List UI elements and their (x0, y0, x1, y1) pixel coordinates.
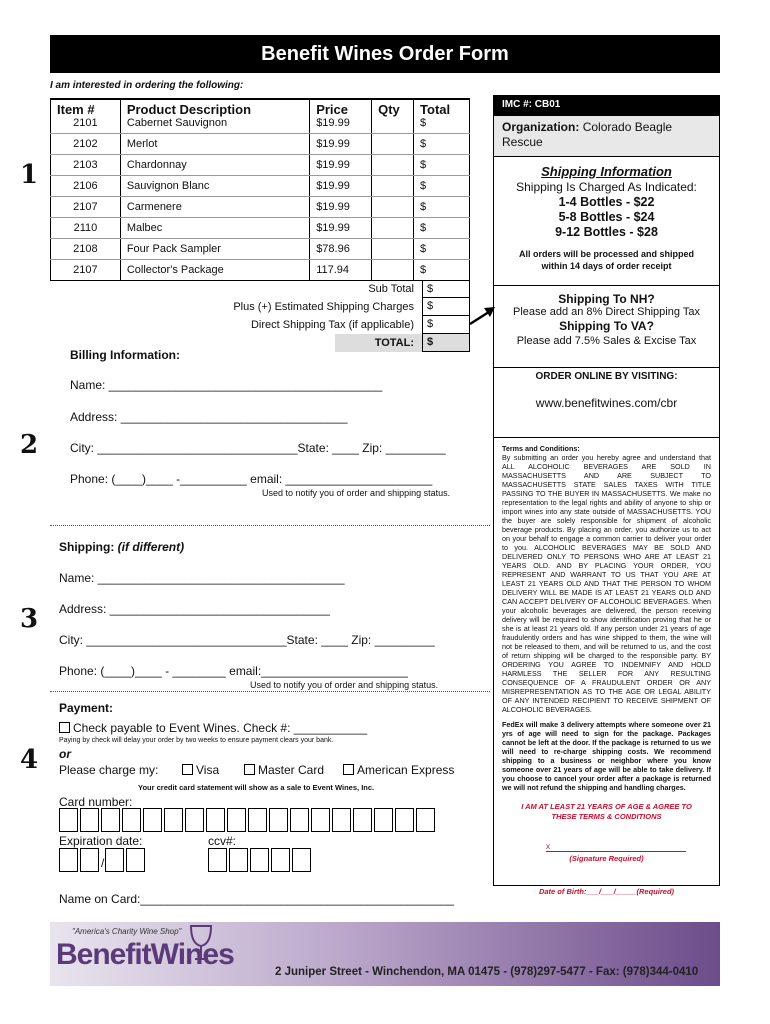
shipping-name-field[interactable]: Name: _____________________________________ (59, 571, 345, 585)
or-separator: or (59, 747, 71, 761)
nh-title: Shipping To NH? (558, 292, 655, 306)
totals-block (150, 280, 470, 352)
section-number-3: 3 (20, 604, 39, 634)
subtotal-label: Sub Total (368, 283, 414, 295)
section-number-4: 4 (20, 745, 39, 775)
header-qty: Qty (372, 99, 414, 117)
table-row (51, 196, 470, 217)
order-online-url[interactable]: www.benefitwines.com/cbr (535, 396, 678, 410)
item-number: 2101 (51, 117, 121, 133)
shipping-address-field[interactable]: Address: _________________________________ (59, 602, 330, 616)
header-item: Item # (51, 99, 121, 117)
check-option[interactable] (59, 721, 367, 735)
expiration-boxes[interactable] (59, 848, 147, 872)
terms-title: Terms and Conditions: (502, 444, 580, 453)
shipping-info-subtitle: Shipping Is Charged As Indicated: (516, 180, 697, 194)
qty-input[interactable] (372, 117, 414, 133)
imc-box (493, 95, 720, 157)
date-of-birth[interactable]: Date of Birth:___/___/_____(Required) (538, 887, 675, 896)
table-row (51, 175, 470, 196)
organization-value: Colorado Beagle Rescue (502, 120, 673, 149)
nh-text: Please add an 8% Direct Shipping Tax (513, 306, 700, 318)
product-description: Sauvignon Blanc (120, 175, 309, 196)
amex-option[interactable] (343, 763, 454, 777)
shipping-title-label: Shipping: (59, 540, 115, 554)
mastercard-option[interactable] (244, 763, 324, 777)
fedex-note: FedEx will make 3 delivery attempts where someone over 21 yrs of age will need to sign for the package. Packages cannot be left at the door. If the package is returned to us we will need to re-charge shipping costs. We recommend shipping to a business or neighbor where you know someone over 21 years of age will be able to take delivery. If you choose to cancel your order after a package is returned we will not refund the shipping and handling charges. (502, 720, 711, 792)
charge-label: Please charge my: (59, 763, 159, 777)
card-number-boxes[interactable] (59, 808, 437, 832)
organization-label: Organization: (502, 120, 580, 134)
line-total[interactable]: $ (414, 217, 470, 238)
footer-banner (50, 922, 720, 986)
expiration-slash: / (101, 856, 105, 870)
divider (50, 525, 490, 526)
billing-name-field[interactable]: Name: _________________________________________ (70, 378, 383, 392)
product-table (50, 98, 470, 281)
table-row (51, 238, 470, 259)
product-price: $19.99 (310, 217, 372, 238)
shipping-title-note: (if different) (117, 540, 185, 554)
product-description: Cabernet Sauvignon (120, 117, 309, 133)
terms-text: By submitting an order you hereby agree and understand that ALL ALCOHOLIC BEVERAGES ARE SOLD IN MASSACHUSETTS AND ARE SUBJECT TO MASSACHUSETTS STATE SALES TAXES WITH TITLE PASSING TO THE BUYER IN MASSACHUSETTS. We make no representation to the legal rights and ability of anyone to ship or import wines into any state outside of MASSACHUSETTS. YOU the buyer are solely responsible for shipment of alcoholic beverage products. By placing an order, you authorize us to act on your behalf to engage a common carrier to deliver your order to you. ALCOHOLIC BEVERAGES MAY BE SOLD AND DELIVERED ONLY TO PERSONS WHO ARE AT LEAST 21 YEARS OLD. AND BY PLACING YOUR ORDER, YOU REPRESENT AND WARRANT TO US THAT YOU ARE AT LEAST 21 YEARS OLD AND THAT THE PERSON TO WHOM DELIVERY WILL BE MADE IS AT LEAST 21 YEARS OLD AND CAN ACCEPT DELIVERY OF ALCOHOLIC BEVERAGES. When your alcoholic beverages are delivered, the person receiving delivery will be required to show identification proving that he or she is at least 21 years old. If any person under 21 years of age fraudulently orders and has wine shipped to them, the wine will not be released to them, and will be returned to us, and the cost of return shipping will be charged to the responsible party. BY ORDERING YOU AGREE TO INDEMNIFY AND HOLD HARMLESS THE SELLER FOR ANY RESULTING CONSEQUENCE OF A FRAUDULENT ORDER OR ANY MISREPRESENTATION AS TO THE AGE OR LEGAL ABILITY OF ANY INTENDED RECIPIENT TO RECEIVE SHIPMENT OF ALCOHOLIC BEVERAGES. (502, 453, 711, 714)
benefitwines-logo: BenefitWines (56, 938, 234, 971)
visa-option[interactable] (182, 763, 219, 777)
header-description: Product Description (120, 99, 309, 117)
expiration-label: Expiration date: (59, 834, 143, 848)
total-field[interactable]: $ (422, 334, 470, 352)
table-row (51, 154, 470, 175)
billing-title: Billing Information: (70, 348, 180, 362)
signature-required: (Signature Required) (569, 854, 644, 863)
check-checkbox[interactable] (59, 722, 70, 733)
age-agreement: I AM AT LEAST 21 YEARS OF AGE & AGREE TO THESE TERMS & CONDITIONS (521, 802, 692, 821)
billing-email-note: Used to notify you of order and shipping status. (262, 488, 451, 498)
state-tax-box (493, 286, 720, 368)
line-total[interactable]: $ (414, 238, 470, 259)
qty-input[interactable] (372, 259, 414, 280)
shipping-info-box (493, 157, 720, 286)
imc-code: IMC #: CB01 (494, 96, 719, 116)
qty-input[interactable] (372, 154, 414, 175)
line-total[interactable]: $ (414, 196, 470, 217)
mastercard-checkbox[interactable] (244, 764, 255, 775)
order-online-title: ORDER ONLINE BY VISITING: (535, 371, 678, 382)
qty-input[interactable] (372, 238, 414, 259)
table-row (51, 133, 470, 154)
order-online-box (493, 368, 720, 438)
billing-city-state-zip-field[interactable]: City: ______________________________State: ____ Zip: _________ (70, 441, 446, 455)
shipping-tax-label: Direct Shipping Tax (if applicable) (250, 319, 414, 331)
shipping-tax-field[interactable]: $ (422, 316, 470, 334)
table-header-row (51, 99, 470, 117)
table-row (51, 117, 470, 133)
amex-checkbox[interactable] (343, 764, 354, 775)
product-description: Four Pack Sampler (120, 238, 309, 259)
mastercard-label: Master Card (258, 763, 325, 777)
qty-input[interactable] (372, 175, 414, 196)
terms-box (493, 438, 720, 896)
header-total: Total (414, 99, 470, 117)
rate-9-12: 9-12 Bottles - $28 (555, 225, 658, 239)
rate-5-8: 5-8 Bottles - $24 (558, 210, 655, 224)
item-number: 2102 (51, 133, 121, 154)
divider (50, 691, 490, 692)
shipping-charges-field[interactable]: $ (422, 298, 470, 316)
item-number: 2110 (51, 217, 121, 238)
section-number-1: 1 (20, 160, 39, 190)
item-number: 2107 (51, 196, 121, 217)
product-description: Carmenere (120, 196, 309, 217)
product-description: Chardonnay (120, 154, 309, 175)
product-description: Collector's Package (120, 259, 309, 280)
qty-input[interactable] (372, 217, 414, 238)
item-number: 2103 (51, 154, 121, 175)
product-description: Malbec (120, 217, 309, 238)
product-price: $19.99 (310, 196, 372, 217)
item-number: 2106 (51, 175, 121, 196)
table-row (51, 259, 470, 280)
product-price: $19.99 (310, 117, 372, 133)
table-row (51, 217, 470, 238)
qty-input[interactable] (372, 133, 414, 154)
shipping-title (59, 540, 184, 554)
line-total[interactable]: $ (414, 117, 470, 133)
footer-tagline: "America's Charity Wine Shop" (72, 927, 182, 936)
shipping-city-state-zip-field[interactable]: City: ______________________________State: ____ Zip: _________ (59, 633, 435, 647)
rate-1-4: 1-4 Bottles - $22 (558, 195, 655, 209)
name-on-card-field[interactable]: Name on Card:_______________________________________________ (59, 892, 455, 906)
check-note: Paying by check will delay your order by two weeks to ensure payment clears your bank. (59, 737, 334, 744)
footer-address: 2 Juniper Street - Winchendon, MA 01475 - (978)297-5477 - Fax: (978)344-0410 (275, 966, 699, 978)
intro-text: I am interested in ordering the following: (50, 80, 244, 91)
visa-label: Visa (196, 763, 220, 777)
amex-label: American Express (357, 763, 455, 777)
line-total[interactable]: $ (414, 259, 470, 280)
payment-title: Payment: (59, 701, 114, 715)
product-price: 117.94 (310, 259, 372, 280)
shipping-charges-label: Plus (+) Estimated Shipping Charges (233, 301, 414, 313)
page-title: Benefit Wines Order Form (50, 35, 720, 73)
signature-line[interactable]: x (546, 842, 686, 852)
statement-note: Your credit card statement will show as a sale to Event Wines, Inc. (138, 783, 375, 792)
total-label: TOTAL: (335, 334, 422, 352)
line-total[interactable]: $ (414, 175, 470, 196)
item-number: 2108 (51, 238, 121, 259)
card-number-label: Card number: (59, 795, 133, 809)
wine-glass-icon (186, 924, 216, 964)
section-number-2: 2 (20, 430, 39, 460)
ccv-boxes[interactable] (208, 848, 313, 872)
va-title: Shipping To VA? (559, 319, 654, 333)
shipping-info-title: Shipping Information (541, 164, 672, 179)
shipping-email-note: Used to notify you of order and shipping status. (250, 680, 439, 690)
line-total[interactable]: $ (414, 133, 470, 154)
product-price: $78.96 (310, 238, 372, 259)
billing-address-field[interactable]: Address: __________________________________ (70, 410, 348, 424)
subtotal-field[interactable]: $ (422, 280, 470, 298)
item-number: 2107 (51, 259, 121, 280)
product-price: $19.99 (310, 133, 372, 154)
qty-input[interactable] (372, 196, 414, 217)
check-label: Check payable to Event Wines. Check #: ___________ (73, 721, 368, 735)
header-price: Price (310, 99, 372, 117)
va-text: Please add 7.5% Sales & Excise Tax (516, 335, 697, 347)
product-price: $19.99 (310, 175, 372, 196)
product-price: $19.99 (310, 154, 372, 175)
processing-note: All orders will be processed and shipped within 14 days of order receipt (518, 249, 695, 271)
ccv-label: ccv#: (208, 834, 237, 848)
shipping-phone-email-field[interactable]: Phone: (____)____ - ________ email:______________________ (59, 664, 408, 678)
product-description: Merlot (120, 133, 309, 154)
visa-checkbox[interactable] (182, 764, 193, 775)
line-total[interactable]: $ (414, 154, 470, 175)
billing-phone-email-field[interactable]: Phone: (____)____ -__________ email: ______________________ (70, 472, 433, 486)
